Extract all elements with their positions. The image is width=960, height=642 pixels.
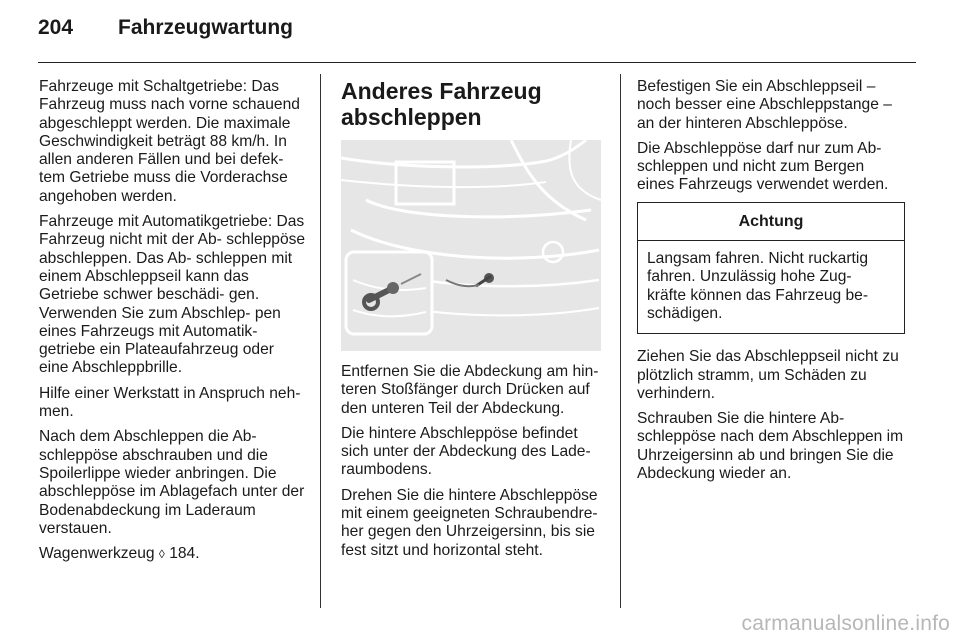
paragraph-automatic-transmission: Fahrzeuge mit Automatikgetriebe: Das Fahrzeug nicht mit der Ab‐ schleppöse abschleppen. Das Ab‐ schleppen mit einem Abschleppseil kann das Getriebe schwer beschädi‐ gen. Verwenden Sie zum Abschlep‐ pen eines Fahrzeugs mit Automatik‐ getriebe ein Plateaufahrzeug oder eine Abschleppbrille.	[39, 213, 306, 377]
paragraph-after-towing: Nach dem Abschleppen die Ab‐ schleppöse abschrauben und die Spoilerlippe wieder anbringen. Die abschleppöse im Ablagefach unter der Bodenabdeckung im Laderaum verstauen.	[39, 428, 305, 537]
paragraph-workshop-help: Hilfe einer Werkstatt in Anspruch neh‐ men.	[39, 384, 301, 421]
column-1	[39, 78, 307, 570]
paragraph-manual-transmission: Fahrzeuge mit Schaltgetriebe: Das Fahrzeug muss nach vorne schauend abgeschleppt werden. Die maximale Geschwindigkeit beträgt 88 km/h. In allen anderen Fällen und bei defek‐ tem Getriebe muss die Vorderachse angehoben werden.	[39, 78, 300, 205]
paragraph-remove-cover: Entfernen Sie die Abdeckung am hin‐ teren Stoßfänger durch Drücken auf den unteren Teil der Abdeckung.	[341, 363, 599, 417]
column-3	[637, 78, 905, 490]
column-2	[341, 78, 604, 567]
paragraph-eye-usage: Die Abschleppöse darf nur zum Ab‐ schleppen und nicht zum Bergen eines Fahrzeugs verwendet werden.	[637, 139, 889, 194]
paragraph-attach-rope: Befestigen Sie ein Abschleppseil – noch besser eine Abschleppstange – an der hinteren Abschleppöse.	[637, 78, 892, 132]
reference-page[interactable]: 184.	[169, 545, 200, 563]
paragraph-eye-location: Die hintere Abschleppöse befindet sich unter der Abdeckung des Lade‐ raumbodens.	[341, 424, 591, 479]
column-divider-1	[320, 74, 321, 608]
watermark: carmanualsonline.info	[741, 612, 950, 635]
paragraph-rope-tension: Ziehen Sie das Abschleppseil nicht zu plötzlich stramm, um Schäden zu verhindern.	[637, 348, 899, 402]
page-header	[38, 16, 918, 52]
reference-arrow-icon: ◊	[158, 547, 165, 562]
column-divider-2	[620, 74, 621, 608]
paragraph-unscrew-eye: Schrauben Sie die hintere Ab‐ schleppöse nach dem Abschleppen im Uhrzeigersinn ab und bringen Sie die Abdeckung wieder an.	[637, 410, 904, 483]
caution-body: Langsam fahren. Nicht ruckartig fahren. Unzulässig hohe Zug‐ kräfte können das Fahrzeug be‐ schädigen.	[647, 250, 869, 322]
cross-reference[interactable]	[39, 545, 307, 563]
reference-text: Wagenwerkzeug	[39, 545, 155, 563]
section-title: Anderes Fahrzeug abschleppen	[341, 78, 542, 130]
towing-illustration-icon	[341, 140, 601, 351]
caution-box	[637, 202, 905, 334]
paragraph-screw-in-eye: Drehen Sie die hintere Abschleppöse mit einem geeigneten Schraubendre‐ her gegen den Uhrzeigersinn, bis sie fest sitzt und horizontal steht.	[341, 486, 598, 559]
caution-title: Achtung	[638, 203, 904, 241]
rear-bumper-towing-eye-illustration	[341, 140, 601, 351]
page-title: Fahrzeugwartung	[118, 16, 294, 39]
page-number: 204	[38, 16, 74, 39]
header-divider	[38, 62, 916, 63]
